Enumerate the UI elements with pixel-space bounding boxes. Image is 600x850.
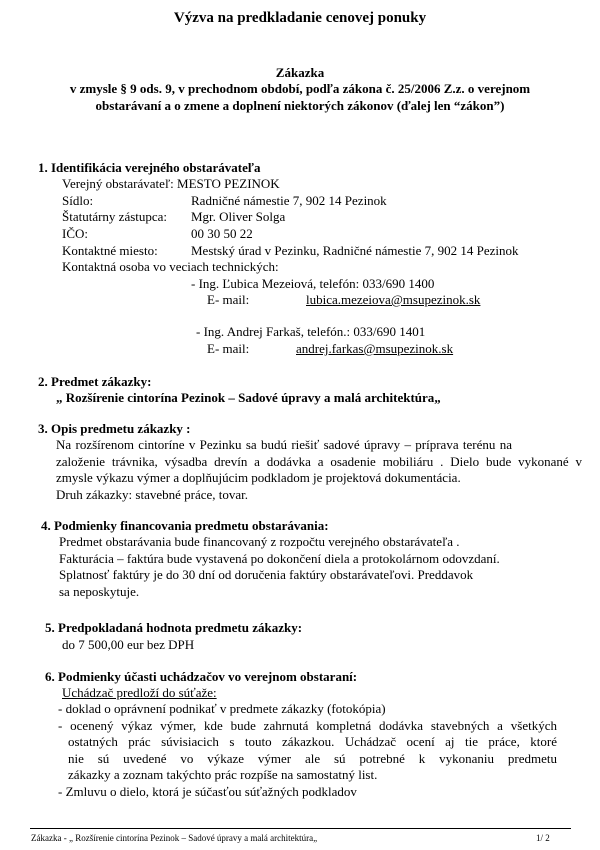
description-line-2: založenie trávnika, výsadba drevín a dodávka a osadenie mobiliáru . Dielo bude vykonané v	[56, 454, 582, 469]
ico-label: IČO:	[62, 226, 88, 241]
financing-line-2: Fakturácia – faktúra bude vystavená po dokončení diela a protokolárnom odovzdaní.	[59, 551, 500, 566]
section-3-heading: 3. Opis predmetu zákazky :	[38, 421, 191, 436]
financing-line-1: Predmet obstarávania bude financovaný z rozpočtu verejného obstarávateľa .	[59, 534, 460, 549]
section-2-heading: 2. Predmet zákazky:	[38, 374, 152, 389]
section-4-heading: 4. Podmienky financovania predmetu obstarávania:	[41, 518, 329, 533]
subject-of-contract: „ Rozšírenie cintorína Pezinok – Sadové úpravy a malá architektúra„	[56, 390, 441, 405]
requirement-line-4: nie sú uvedené vo výkaze výmer ale sú potrebné k vykonaniu predmetu	[68, 751, 557, 766]
seat-value: Radničné námestie 7, 902 14 Pezinok	[191, 193, 387, 208]
contact-person-2: - Ing. Andrej Farkaš, telefón.: 033/690 1401	[196, 324, 426, 339]
requirement-line-6: - Zmluvu o dielo, ktorá je súčasťou súťažných podkladov	[58, 784, 357, 799]
requirement-line-3: ostatných prác súvisiacich s touto zákazkou. Uchádzač ocení aj tie práce, ktoré	[68, 734, 557, 749]
requirement-line-1: - doklad o oprávnení podnikať v predmete zákazky (fotokópia)	[58, 701, 386, 716]
estimated-value: do 7 500,00 eur bez DPH	[62, 637, 195, 652]
requirement-line-2: - ocenený výkaz výmer, kde bude zahrnutá kompletná dodávka stavebných a všetkých	[58, 718, 557, 733]
contact-place-value: Mestský úrad v Pezinku, Radničné námestie 7, 902 14 Pezinok	[191, 243, 519, 258]
footer-divider	[30, 828, 571, 829]
financing-line-4: sa neposkytuje.	[59, 584, 140, 599]
contact-person-2-email-label: E- mail:	[207, 341, 250, 356]
contact-person-1: - Ing. Ľubica Mezeiová, telefón: 033/690 1400	[191, 276, 435, 291]
section-6-heading: 6. Podmienky účasti uchádzačov vo verejnom obstaraní:	[45, 669, 358, 684]
requirement-line-5: zákazky a zoznam takýchto prác rozpíše na samostatný list.	[68, 767, 378, 782]
contact-person-2-email-link[interactable]: andrej.farkas@msupezinok.sk	[296, 341, 454, 356]
contracting-authority: Verejný obstarávateľ: MESTO PEZINOK	[62, 176, 280, 191]
section-1-heading: 1. Identifikácia verejného obstarávateľa	[38, 160, 261, 175]
document-title: Výzva na predkladanie cenovej ponuky	[173, 10, 427, 26]
ico-value: 00 30 50 22	[191, 226, 253, 241]
section-5-heading: 5. Predpokladaná hodnota predmetu zákazky:	[45, 620, 303, 635]
description-line-3: zmysle výkazu výmer a doplňujúcim podkladom je projektová dokumentácia.	[56, 470, 461, 485]
contact-place-label: Kontaktné miesto:	[62, 243, 158, 258]
zakazka-heading: Zákazka	[275, 65, 325, 80]
zakazka-legal-line-1: v zmysle § 9 ods. 9, v prechodnom období, podľa zákona č. 25/2006 Z.z. o verejnom	[69, 81, 531, 96]
zakazka-legal-line-2: obstarávaní a o zmene a doplnení niektorých zákonov (ďalej len “zákon”)	[95, 98, 505, 113]
technical-contact-label: Kontaktná osoba vo veciach technických:	[62, 259, 279, 274]
contact-person-1-email-label: E- mail:	[207, 292, 250, 307]
seat-label: Sídlo:	[62, 193, 94, 208]
footer-page-number: 1/ 2	[536, 833, 550, 843]
financing-line-3: Splatnosť faktúry je do 30 dní od doručenia faktúry obstarávateľovi. Preddavok	[59, 567, 474, 582]
statutory-label: Štatutárny zástupca:	[62, 209, 168, 224]
contact-person-1-email-link[interactable]: lubica.mezeiova@msupezinok.sk	[306, 292, 481, 307]
footer-left-text: Zákazka - „ Rozšírenie cintorína Pezinok – Sadové úpravy a malá architektúra„	[31, 833, 318, 843]
description-line-4: Druh zákazky: stavebné práce, tovar.	[56, 487, 249, 502]
requirements-subheading: Uchádzač predloží do súťaže:	[62, 685, 217, 700]
description-line-1: Na rozšírenom cintoríne v Pezinku sa budú riešiť sadové úpravy – príprava terénu na	[56, 437, 512, 452]
statutory-value: Mgr. Oliver Solga	[191, 209, 286, 224]
